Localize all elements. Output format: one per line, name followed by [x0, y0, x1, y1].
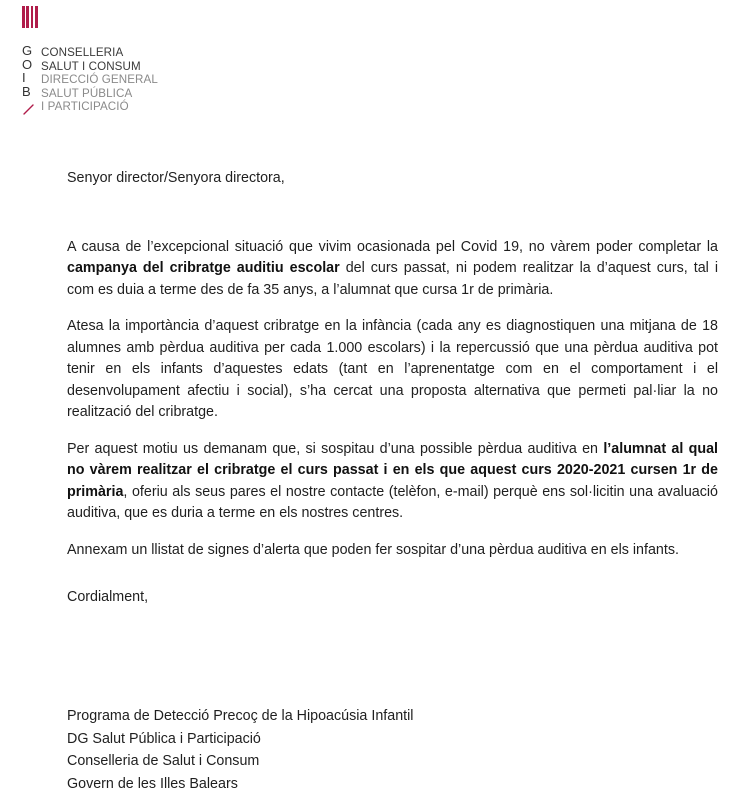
goib-bars-logo-icon: [22, 6, 38, 28]
letter-body: [67, 168, 718, 609]
org-line-direccio: DIRECCIÓ GENERAL: [41, 73, 158, 87]
paragraph-covid-context: [67, 237, 718, 302]
letterhead: [22, 6, 222, 116]
signature-block: [67, 705, 413, 795]
paragraph-text: Per aquest motiu us demanam que, si sospitau d’una possible pèrdua auditiva en: [67, 440, 604, 457]
org-line-conselleria: CONSELLERIA: [41, 46, 124, 59]
goib-letter-g: G: [22, 43, 33, 58]
goib-wordmark: [22, 44, 36, 98]
paragraph-text: , oferiu als seus pares el nostre contacte (telèfon, e-mail) perquè ens sol·licitin una avaluació auditiva, que es duria a terme en els nostres centres.: [67, 483, 718, 521]
paragraph-text: A causa de l’excepcional situació que vivim ocasionada pel Covid 19, no vàrem poder completar la: [67, 238, 718, 255]
goib-letter-i: I: [22, 70, 26, 85]
emphasis-campaign: campanya del cribratge auditiu escolar: [67, 260, 340, 276]
paragraph-importance: Atesa la importància d’aquest cribratge en la infància (cada any es diagnostiquen una mitjana de 18 alumnes amb pèrdua auditiva per cada 1.000 escolars) i la repercussió que una pèrdua auditiva pot tenir en els infants d’aquestes edats (tant en l’aprenentatge com en el comportament i el desenvolupament afectiu i social), s’ha cercat una proposta alternativa que permeti pal·liar la no realització del cribratge.: [67, 318, 718, 420]
emphasis-target-students: l’alumnat al qual no vàrem realitzar el cribratge el curs passat i en els que aquest curs 2020-2021 cursen 1r de primària: [67, 440, 719, 500]
paragraph-text: del curs passat, ni podem realitzar la d’aquest curs, tal i com es duia a terme des de fa 35 anys, a l’alumnat que cursa 1r de primària.: [67, 260, 718, 298]
paragraph-request: [67, 439, 718, 525]
signature-line-dg: DG Salut Pública i Participació: [67, 730, 261, 747]
org-line-salut-publica: SALUT PÚBLICA: [41, 86, 133, 100]
signature-line-program: Programa de Detecció Precoç de la Hipoacúsia Infantil: [67, 708, 414, 724]
organization-name: [41, 46, 158, 114]
org-line-participacio: I PARTICIPACIÓ: [41, 100, 129, 114]
goib-letter-b: B: [22, 83, 31, 99]
paragraph-annex: Annexam un llistat de signes d’alerta que poden fer sospitar d’una pèrdua auditiva en els infants.: [67, 541, 679, 558]
goib-letter-o: O: [22, 56, 33, 72]
slash-mark-icon: [23, 104, 34, 115]
closing: Cordialment,: [67, 589, 149, 605]
signature-line-govern: Govern de les Illes Balears: [67, 775, 238, 792]
salutation: Senyor director/Senyora directora,: [67, 170, 285, 186]
org-line-salut-consum: SALUT I CONSUM: [41, 59, 141, 73]
signature-line-conselleria: Conselleria de Salut i Consum: [67, 753, 260, 769]
